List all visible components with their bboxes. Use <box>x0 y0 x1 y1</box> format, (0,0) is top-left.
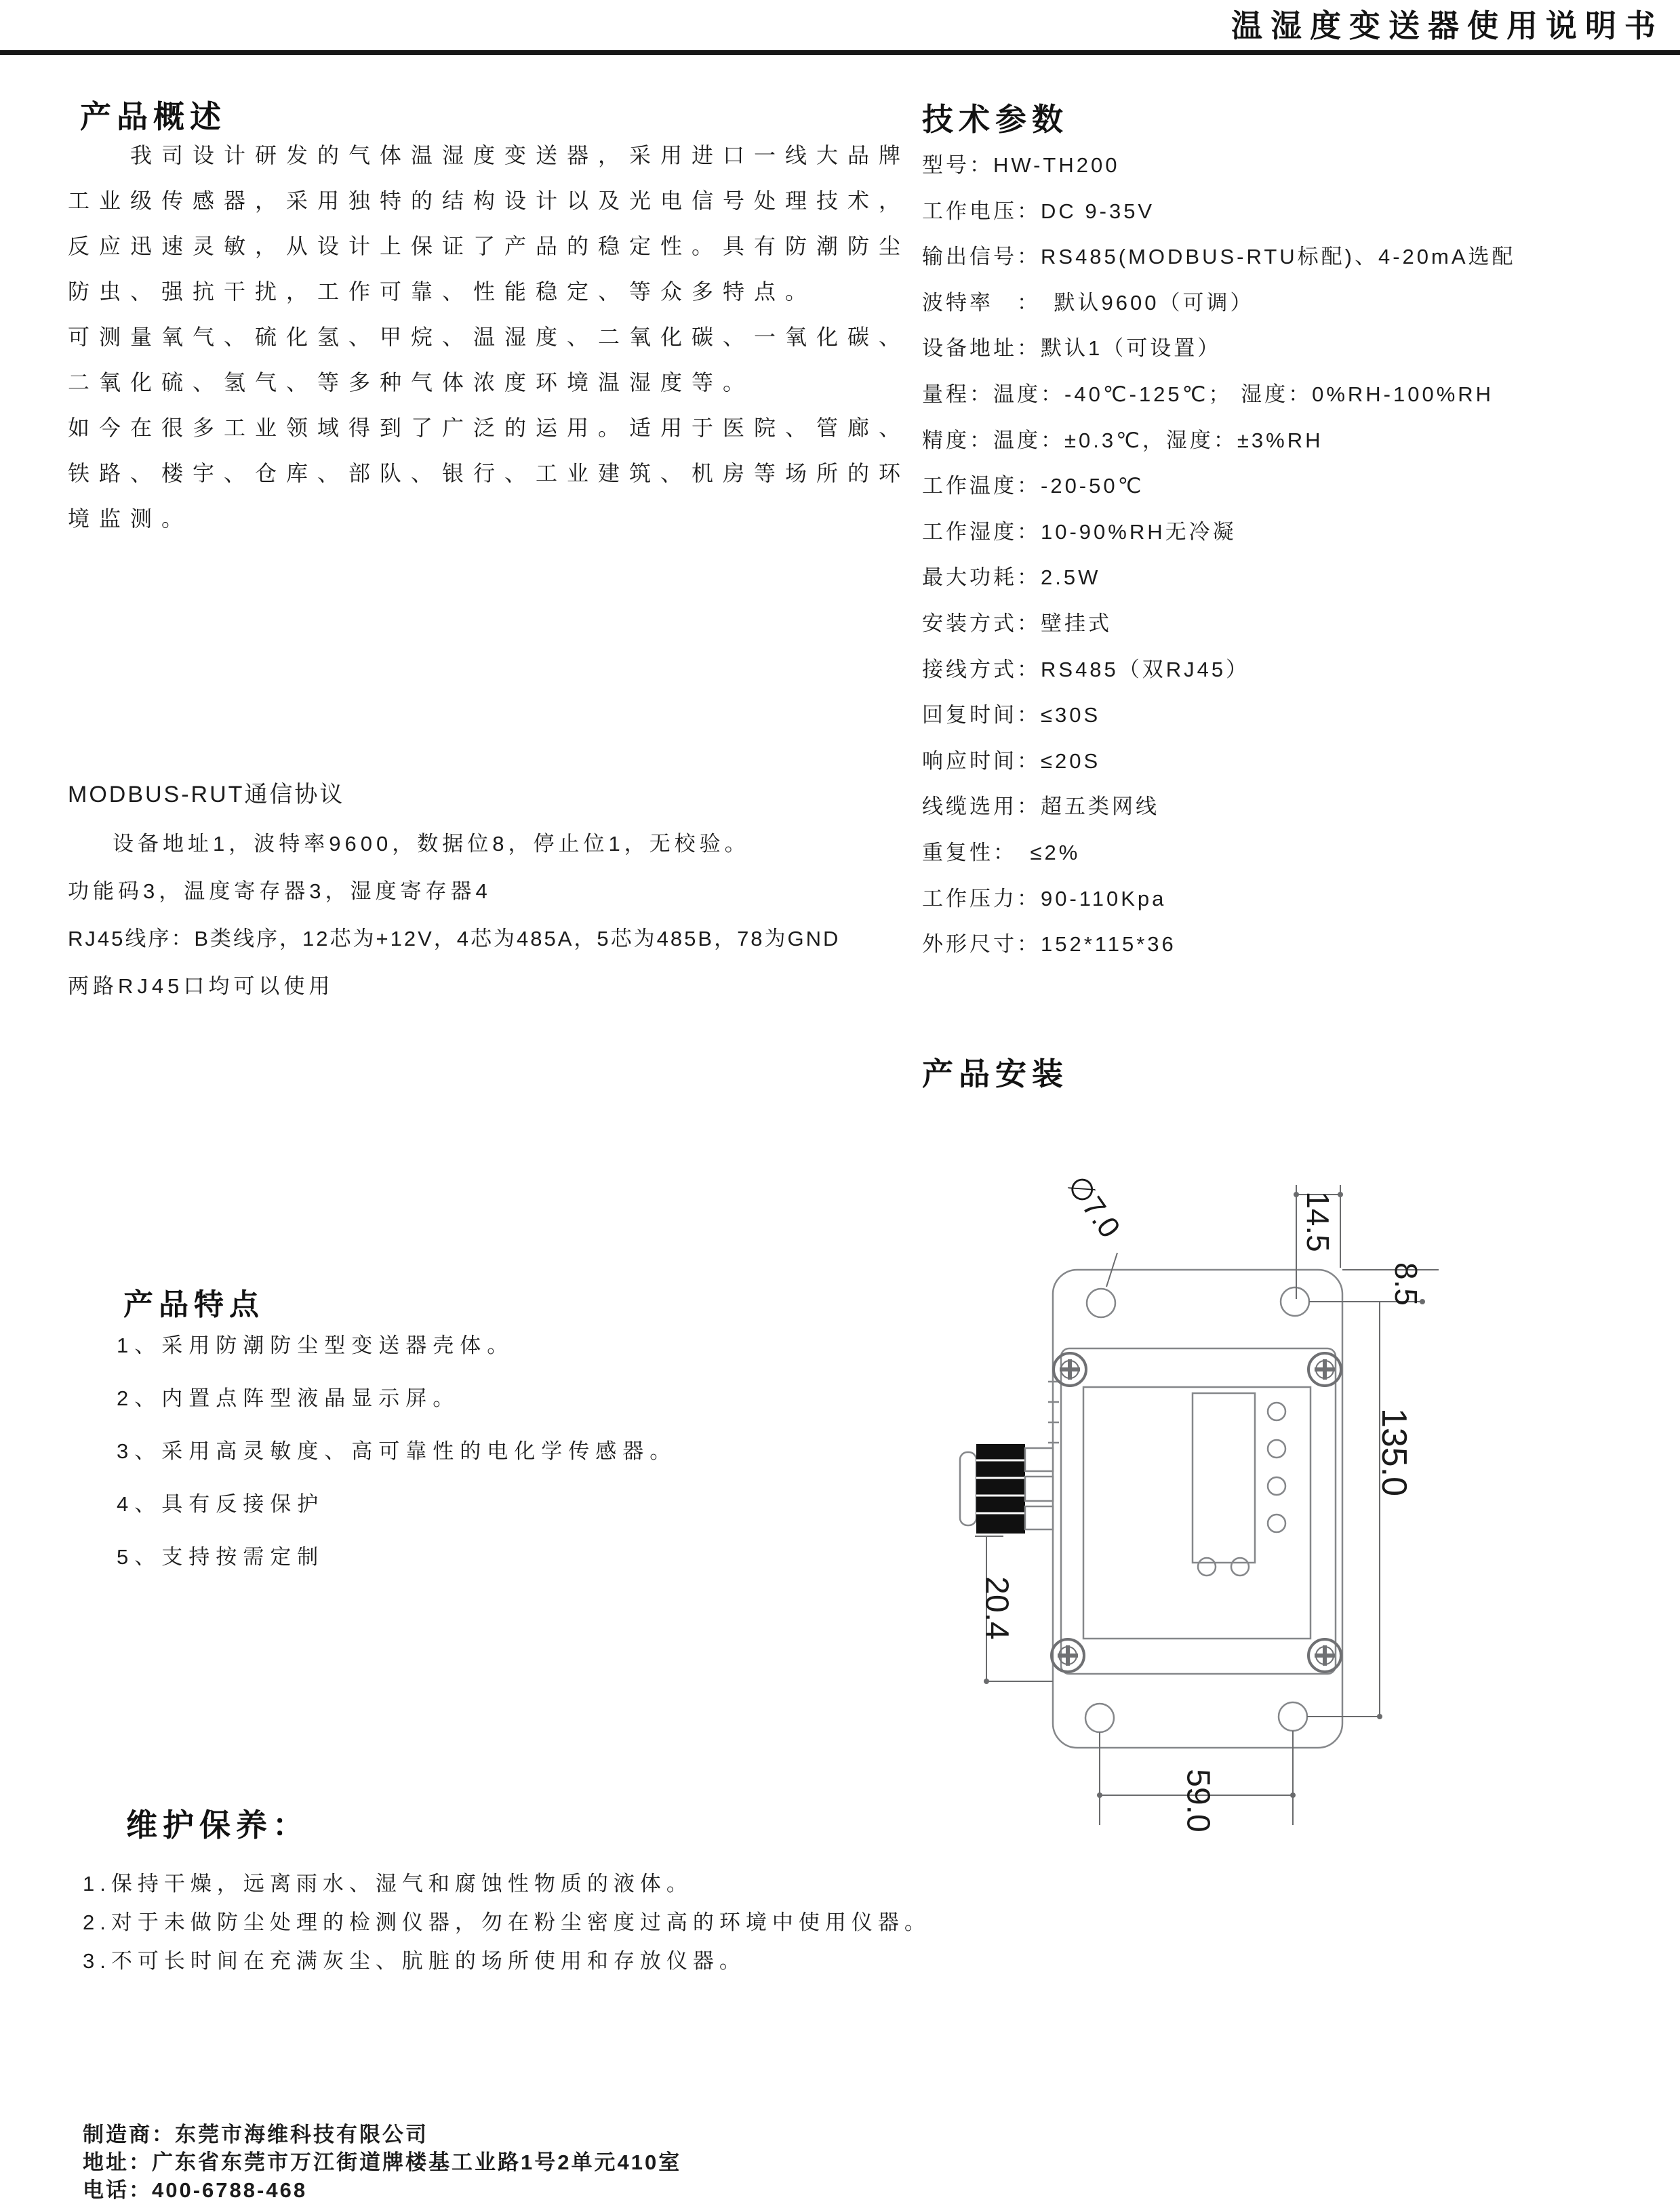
indicator-hole <box>1231 1558 1249 1576</box>
screw-icon <box>1054 1353 1086 1386</box>
spec-item: 设备地址：默认1（可设置） <box>922 336 1222 361</box>
installation-drawing <box>936 1105 1451 1864</box>
specs-list <box>922 142 1516 967</box>
spec-item: 接线方式：RS485（双RJ45） <box>922 657 1250 681</box>
enclosure-outline <box>1048 1270 1342 1748</box>
spec-item: 输出信号：RS485(MODBUS-RTU标配)、4-20mA选配 <box>922 245 1516 269</box>
button-hole <box>1268 1515 1285 1532</box>
feature-item: 5、支持按需定制 <box>117 1545 325 1569</box>
spec-item: 最大功耗：2.5W <box>922 565 1101 590</box>
spec-item: 重复性： ≤2% <box>922 840 1081 864</box>
manufacturer-line: 制造商：东莞市海维科技有限公司 <box>83 2123 428 2146</box>
dim-hole-spacing-horizontal: 59.0 <box>1180 1769 1216 1832</box>
phone-line: 电话：400-6788-468 <box>83 2178 308 2202</box>
modbus-line: 设备地址1，波特率9600，数据位8，停止位1，无校验。 <box>113 832 750 856</box>
modbus-line: 功能码3，温度寄存器3，湿度寄存器4 <box>68 879 492 903</box>
spec-item: 工作电压：DC 9-35V <box>922 199 1155 223</box>
maintenance-item: 2.对于未做防尘处理的检测仪器，勿在粉尘密度过高的环境中使用仪器。 <box>83 1910 931 1934</box>
enclosure-body <box>1053 1270 1342 1748</box>
enclosure-lid <box>1061 1348 1336 1674</box>
dim-side-offset: 8.5 <box>1388 1262 1424 1306</box>
header-divider <box>0 50 1680 55</box>
overview-heading: 产品概述 <box>80 99 226 134</box>
spec-item: 精度：温度：±0.3℃，湿度：±3%RH <box>922 428 1323 452</box>
modbus-line: 两路RJ45口均可以使用 <box>68 974 334 998</box>
corner-screws <box>1052 1353 1341 1672</box>
specs-heading: 技术参数 <box>922 102 1068 137</box>
modbus-section <box>68 769 840 1010</box>
spec-item: 回复时间：≤30S <box>922 703 1101 727</box>
feature-item: 3、采用高灵敏度、高可靠性的电化学传感器。 <box>117 1439 677 1463</box>
spec-item: 量程：温度：-40℃-125℃； 湿度：0%RH-100%RH <box>922 382 1494 406</box>
spec-item: 线缆选用：超五类网线 <box>922 795 1159 819</box>
cable-gland <box>960 1444 1053 1534</box>
spec-item: 波特率 ： 默认9600（可调） <box>922 290 1254 315</box>
overview-line: 境监测。 <box>68 506 193 531</box>
dim-gland-offset: 20.4 <box>978 1576 1015 1640</box>
spec-item: 工作湿度：10-90%RH无冷凝 <box>922 519 1237 544</box>
overview-paragraph <box>68 133 910 542</box>
spec-item: 工作压力：90-110Kpa <box>922 886 1167 910</box>
dim-hole-diameter: ∅7.0 <box>1060 1169 1127 1244</box>
spec-item: 型号：HW-TH200 <box>922 153 1120 177</box>
button-hole <box>1268 1403 1285 1420</box>
feature-item: 1、采用防潮防尘型变送器壳体。 <box>117 1334 515 1357</box>
overview-line: 防虫、强抗干扰，工作可靠、性能稳定、等众多特点。 <box>68 279 817 304</box>
spec-item: 工作温度：-20-50℃ <box>922 474 1144 498</box>
maintenance-list <box>83 1864 931 1980</box>
spec-item: 安装方式：壁挂式 <box>922 611 1112 635</box>
dimension-lines <box>975 1185 1439 1825</box>
modbus-line: RJ45线序：B类线序，12芯为+12V，4芯为485A，5芯为485B，78为GND <box>68 927 841 950</box>
feature-item: 4、具有反接保护 <box>117 1492 325 1516</box>
mounting-hole <box>1279 1702 1307 1731</box>
dim-top-offset: 14.5 <box>1300 1191 1336 1252</box>
doc-title: 温湿度变送器使用说明书 <box>1231 8 1664 43</box>
spec-item: 外形尺寸：152*115*36 <box>922 932 1176 957</box>
features-heading: 产品特点 <box>123 1288 264 1321</box>
overview-line: 铁路、楼宇、仓库、部队、银行、工业建筑、机房等场所的环 <box>68 461 911 485</box>
feature-item: 2、内置点阵型液晶显示屏。 <box>117 1386 460 1410</box>
dim-hole-spacing-vertical: 135.0 <box>1374 1407 1414 1497</box>
mounting-hole <box>1087 1289 1115 1317</box>
button-hole <box>1268 1440 1285 1458</box>
overview-line: 工业级传感器，采用独特的结构设计以及光电信号处理技术， <box>68 188 911 213</box>
mounting-hole <box>1085 1704 1114 1732</box>
overview-line: 我司设计研发的气体温湿度变送器，采用进口一线大品牌 <box>130 143 911 167</box>
overview-line: 反应迅速灵敏，从设计上保证了产品的稳定性。具有防潮防尘 <box>68 234 911 258</box>
overview-line: 如今在很多工业领域得到了广泛的运用。适用于医院、管廊、 <box>68 416 911 440</box>
modbus-lines <box>68 820 840 1010</box>
installation-heading: 产品安装 <box>922 1056 1068 1091</box>
address-line: 地址：广东省东莞市万江街道牌楼基工业路1号2单元410室 <box>83 2150 682 2174</box>
maintenance-heading: 维护保养： <box>126 1807 309 1843</box>
spec-item: 响应时间：≤20S <box>922 748 1101 773</box>
mounting-hole <box>1281 1287 1309 1316</box>
overview-line: 可测量氧气、硫化氢、甲烷、温湿度、二氧化碳、一氧化碳、 <box>68 325 911 349</box>
maintenance-item: 3.不可长时间在充满灰尘、肮脏的场所使用和存放仪器。 <box>83 1949 746 1973</box>
lcd-window <box>1193 1393 1255 1563</box>
manufacturer-info <box>83 2121 681 2204</box>
indicator-hole <box>1198 1558 1216 1576</box>
modbus-heading: MODBUS-RUT通信协议 <box>68 782 345 807</box>
button-hole <box>1268 1477 1285 1495</box>
maintenance-item: 1.保持干燥，远离雨水、湿气和腐蚀性物质的液体。 <box>83 1872 693 1896</box>
overview-line: 二氧化硫、氢气、等多种气体浓度环境温湿度等。 <box>68 370 755 395</box>
features-list <box>117 1319 677 1584</box>
screw-icon <box>1052 1639 1084 1672</box>
lid-inner-frame <box>1083 1387 1311 1639</box>
